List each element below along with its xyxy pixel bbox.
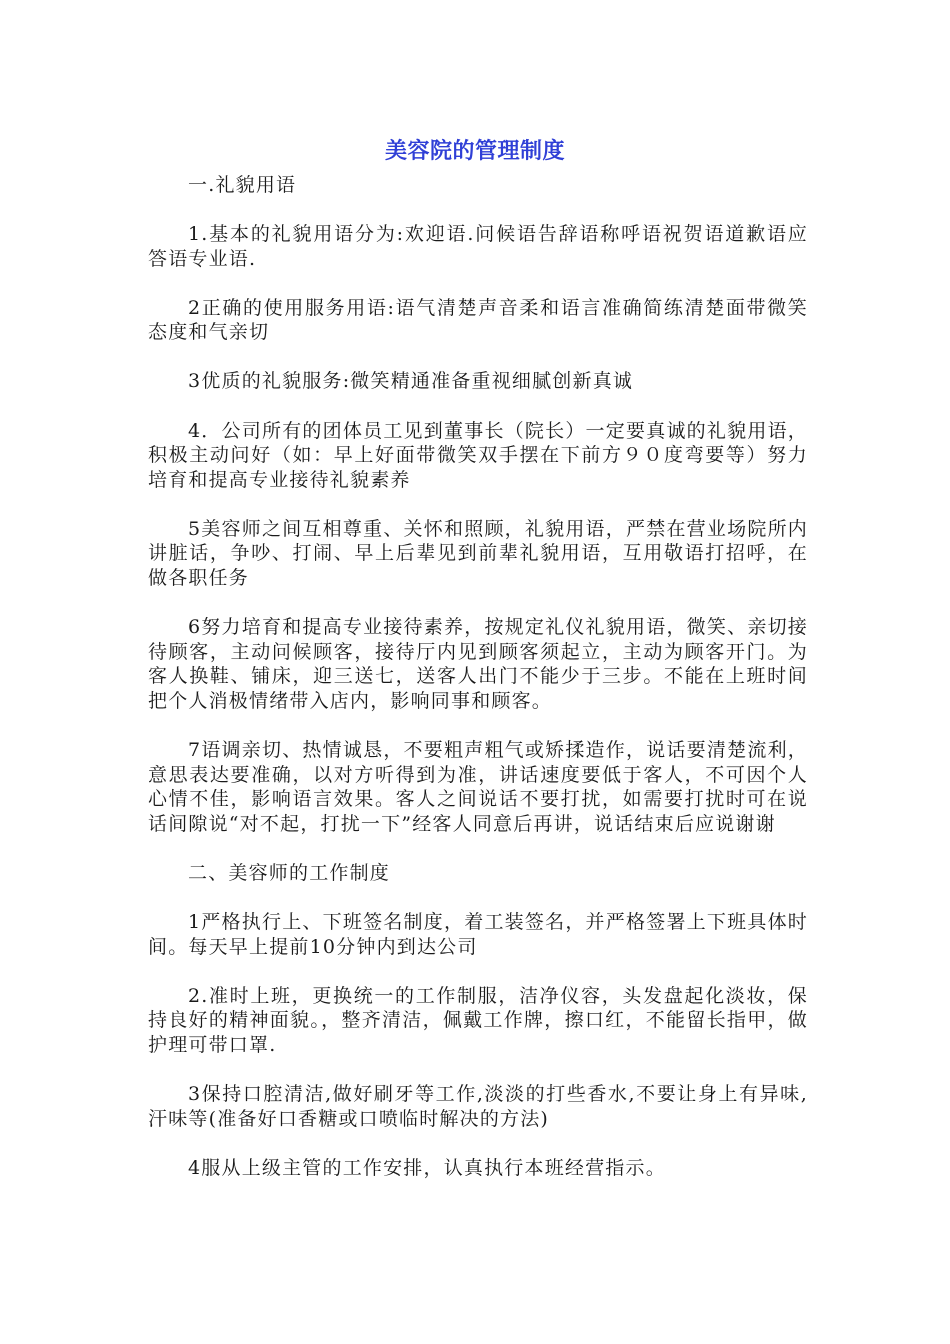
- paragraph-1-6: 6努力培育和提高专业接待素养，按规定礼仪礼貌用语，微笑、亲切接待顾客，主动问候顾客，接待厅内见到顾客须起立，主动为顾客开门。为客人换鞋、铺床，迎三送七，送客人出门不能少于三步。不能在上班时间把个人消极情绪带入店内，影响同事和顾客。: [148, 616, 808, 712]
- paragraph-1-1: 1.基本的礼貌用语分为:欢迎语.问候语告辞语称呼语祝贺语道歉语应答语专业语.: [148, 223, 808, 270]
- paragraph-1-7: 7语调亲切、热情诚恳，不要粗声粗气或矫揉造作，说话要清楚流利，意思表达要准确，以对方听得到为准，讲话速度要低于客人，不可因个人心情不佳，影响语言效果。客人之间说话不要打扰，如需要打扰时可在说话间隙说“对不起，打扰一下”经客人同意后再讲，说话结束后应说谢谢: [148, 739, 808, 835]
- paragraph-1-2: 2正确的使用服务用语:语气清楚声音柔和语言准确简练清楚面带微笑态度和气亲切: [148, 296, 808, 344]
- paragraph-2-3: 3保持口腔清洁,做好刷牙等工作,淡淡的打些香水,不要让身上有异味,汗味等(准备好口香糖或口喷临时解决的方法): [148, 1082, 808, 1130]
- paragraph-2-4: 4服从上级主管的工作安排，认真执行本班经营指示。: [188, 1156, 666, 1179]
- paragraph-1-4: 4．公司所有的团体员工见到董事长（院长）一定要真诚的礼貌用语，积极主动问好（如：早上好面带微笑双手摆在下前方９０度弯要等）努力培育和提高专业接待礼貌素养: [148, 419, 808, 491]
- paragraph-1-3: 3优质的礼貌服务:微笑精通准备重视细腻创新真诚: [188, 370, 634, 393]
- section-heading-work-rules: 二、美容师的工作制度: [188, 861, 391, 884]
- document-title: 美容院的管理制度: [384, 139, 565, 164]
- document-body: [148, 173, 808, 1205]
- paragraph-2-1: 1严格执行上、下班签名制度，着工装签名，并严格签署上下班具体时间。每天早上提前10分钟内到达公司: [148, 910, 808, 958]
- paragraph-1-5: 5美容师之间互相尊重、关怀和照顾，礼貌用语，严禁在营业场院所内讲脏话，争吵、打闹、早上后辈见到前辈礼貌用语，互用敬语打招呼，在做各职任务: [148, 517, 808, 590]
- section-heading-etiquette: 一.礼貌用语: [188, 174, 297, 196]
- paragraph-2-2: 2.准时上班，更换统一的工作制服，洁净仪容，头发盘起化淡妆，保持良好的精神面貌。，整齐清洁，佩戴工作牌，擦口红，不能留长指甲，做护理可带口罩.: [148, 984, 808, 1056]
